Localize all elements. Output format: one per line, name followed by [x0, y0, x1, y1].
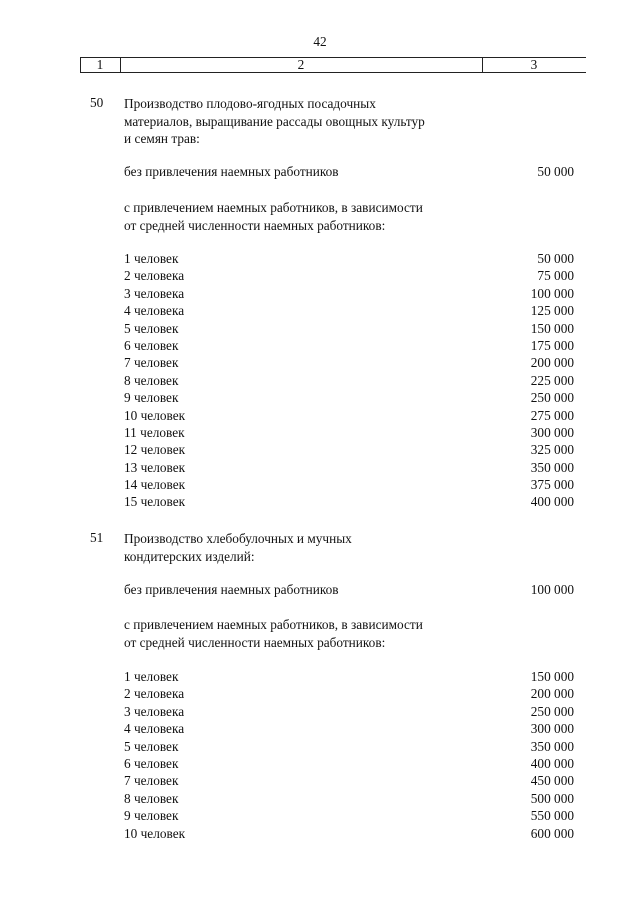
table-row	[0, 441, 640, 458]
row-label: 3 человека	[124, 285, 185, 301]
table-header	[80, 57, 586, 73]
with-employees-line: с привлечением наемных работников, в зависимости	[124, 200, 423, 215]
section-title-line: кондитерских изделий:	[124, 548, 255, 564]
table-row	[0, 285, 640, 302]
row-label: 7 человек	[124, 773, 179, 789]
employee-rows	[0, 250, 640, 511]
row-label: 8 человек	[124, 790, 179, 806]
row-value: 275 000	[530, 407, 574, 423]
row-label: 6 человек	[124, 755, 179, 771]
row-label: 14 человек	[124, 477, 186, 493]
section-number: 51	[90, 530, 104, 545]
row-value: 100 000	[530, 285, 574, 301]
with-employees-text	[124, 616, 423, 651]
row-value: 150 000	[530, 669, 574, 684]
row-label: 4 человека	[124, 303, 185, 319]
row-value: 325 000	[530, 442, 574, 458]
without-employees-label: без привлечения наемных работников	[124, 582, 339, 597]
row-label: 7 человек	[124, 355, 179, 371]
row-value: 150 000	[530, 320, 574, 336]
row-value: 125 000	[530, 303, 574, 319]
row-label: 5 человек	[124, 320, 179, 336]
table-row	[0, 493, 640, 510]
table-row	[0, 668, 640, 685]
row-label: 2 человека	[124, 686, 185, 702]
header-col-1: 1	[96, 57, 104, 72]
row-label: 10 человек	[124, 407, 186, 423]
table-row	[0, 755, 640, 772]
row-value: 300 000	[530, 721, 574, 737]
table-row	[0, 476, 640, 493]
row-value: 550 000	[530, 808, 574, 824]
without-employees-label: без привлечения наемных работников	[124, 164, 339, 179]
with-employees-text	[124, 199, 423, 234]
table-row	[0, 250, 640, 267]
without-employees-value: 100 000	[530, 582, 574, 597]
section-title-line: и семян трав:	[124, 131, 200, 146]
table-row	[0, 320, 640, 337]
page-number: 42	[313, 34, 327, 49]
table-row	[0, 790, 640, 807]
table-row	[0, 685, 640, 702]
table-row	[0, 807, 640, 824]
table-row	[0, 407, 640, 424]
with-employees-line: с привлечением наемных работников, в зависимости	[124, 617, 423, 632]
row-label: 1 человек	[124, 669, 179, 684]
employee-rows	[0, 668, 640, 842]
row-value: 200 000	[530, 686, 574, 702]
table-row	[0, 337, 640, 354]
table-row	[0, 389, 640, 406]
row-value: 600 000	[530, 825, 574, 841]
row-value: 250 000	[530, 703, 574, 719]
row-label: 8 человек	[124, 372, 179, 388]
row-value: 500 000	[530, 790, 574, 806]
row-label: 6 человек	[124, 337, 179, 353]
table-row	[0, 720, 640, 737]
header-bottom-rule	[80, 72, 586, 73]
row-label: 2 человека	[124, 268, 185, 284]
row-value: 50 000	[537, 251, 574, 266]
row-label: 5 человек	[124, 738, 179, 754]
row-label: 11 человек	[124, 424, 185, 440]
row-value: 350 000	[530, 459, 574, 475]
row-value: 250 000	[530, 390, 574, 406]
with-employees-line: от средней численности наемных работников:	[124, 217, 386, 233]
section-title	[124, 95, 425, 148]
table-row	[0, 372, 640, 389]
table-row	[0, 302, 640, 319]
row-label: 4 человека	[124, 721, 185, 737]
section-title-line: Производство плодово-ягодных посадочных	[124, 96, 376, 111]
table-row	[0, 459, 640, 476]
row-label: 9 человек	[124, 808, 179, 824]
header-col-2: 2	[297, 57, 305, 72]
table-row	[0, 424, 640, 441]
header-col-3: 3	[530, 57, 538, 72]
row-value: 350 000	[530, 738, 574, 754]
row-value: 225 000	[530, 372, 574, 388]
table-row	[0, 267, 640, 284]
row-value: 450 000	[530, 773, 574, 789]
row-value: 175 000	[530, 337, 574, 353]
table-row	[0, 354, 640, 371]
row-label: 3 человека	[124, 703, 185, 719]
row-value: 375 000	[530, 477, 574, 493]
row-value: 300 000	[530, 424, 574, 440]
section-number: 50	[90, 95, 104, 110]
section-title-line: Производство хлебобулочных и мучных	[124, 531, 352, 546]
table-row	[0, 738, 640, 755]
section-title-line: материалов, выращивание рассады овощных культур	[124, 113, 425, 129]
row-label: 12 человек	[124, 442, 186, 458]
row-value: 200 000	[530, 355, 574, 371]
row-label: 15 человек	[124, 494, 186, 510]
table-row	[0, 703, 640, 720]
row-label: 1 человек	[124, 251, 179, 266]
table-row	[0, 772, 640, 789]
row-label: 9 человек	[124, 390, 179, 406]
section-title	[124, 530, 352, 565]
with-employees-line: от средней численности наемных работников:	[124, 634, 386, 650]
row-value: 400 000	[530, 755, 574, 771]
row-label: 10 человек	[124, 825, 186, 841]
row-value: 400 000	[530, 494, 574, 510]
row-label: 13 человек	[124, 459, 186, 475]
without-employees-value: 50 000	[537, 164, 574, 179]
table-row	[0, 825, 640, 842]
row-value: 75 000	[537, 268, 574, 284]
